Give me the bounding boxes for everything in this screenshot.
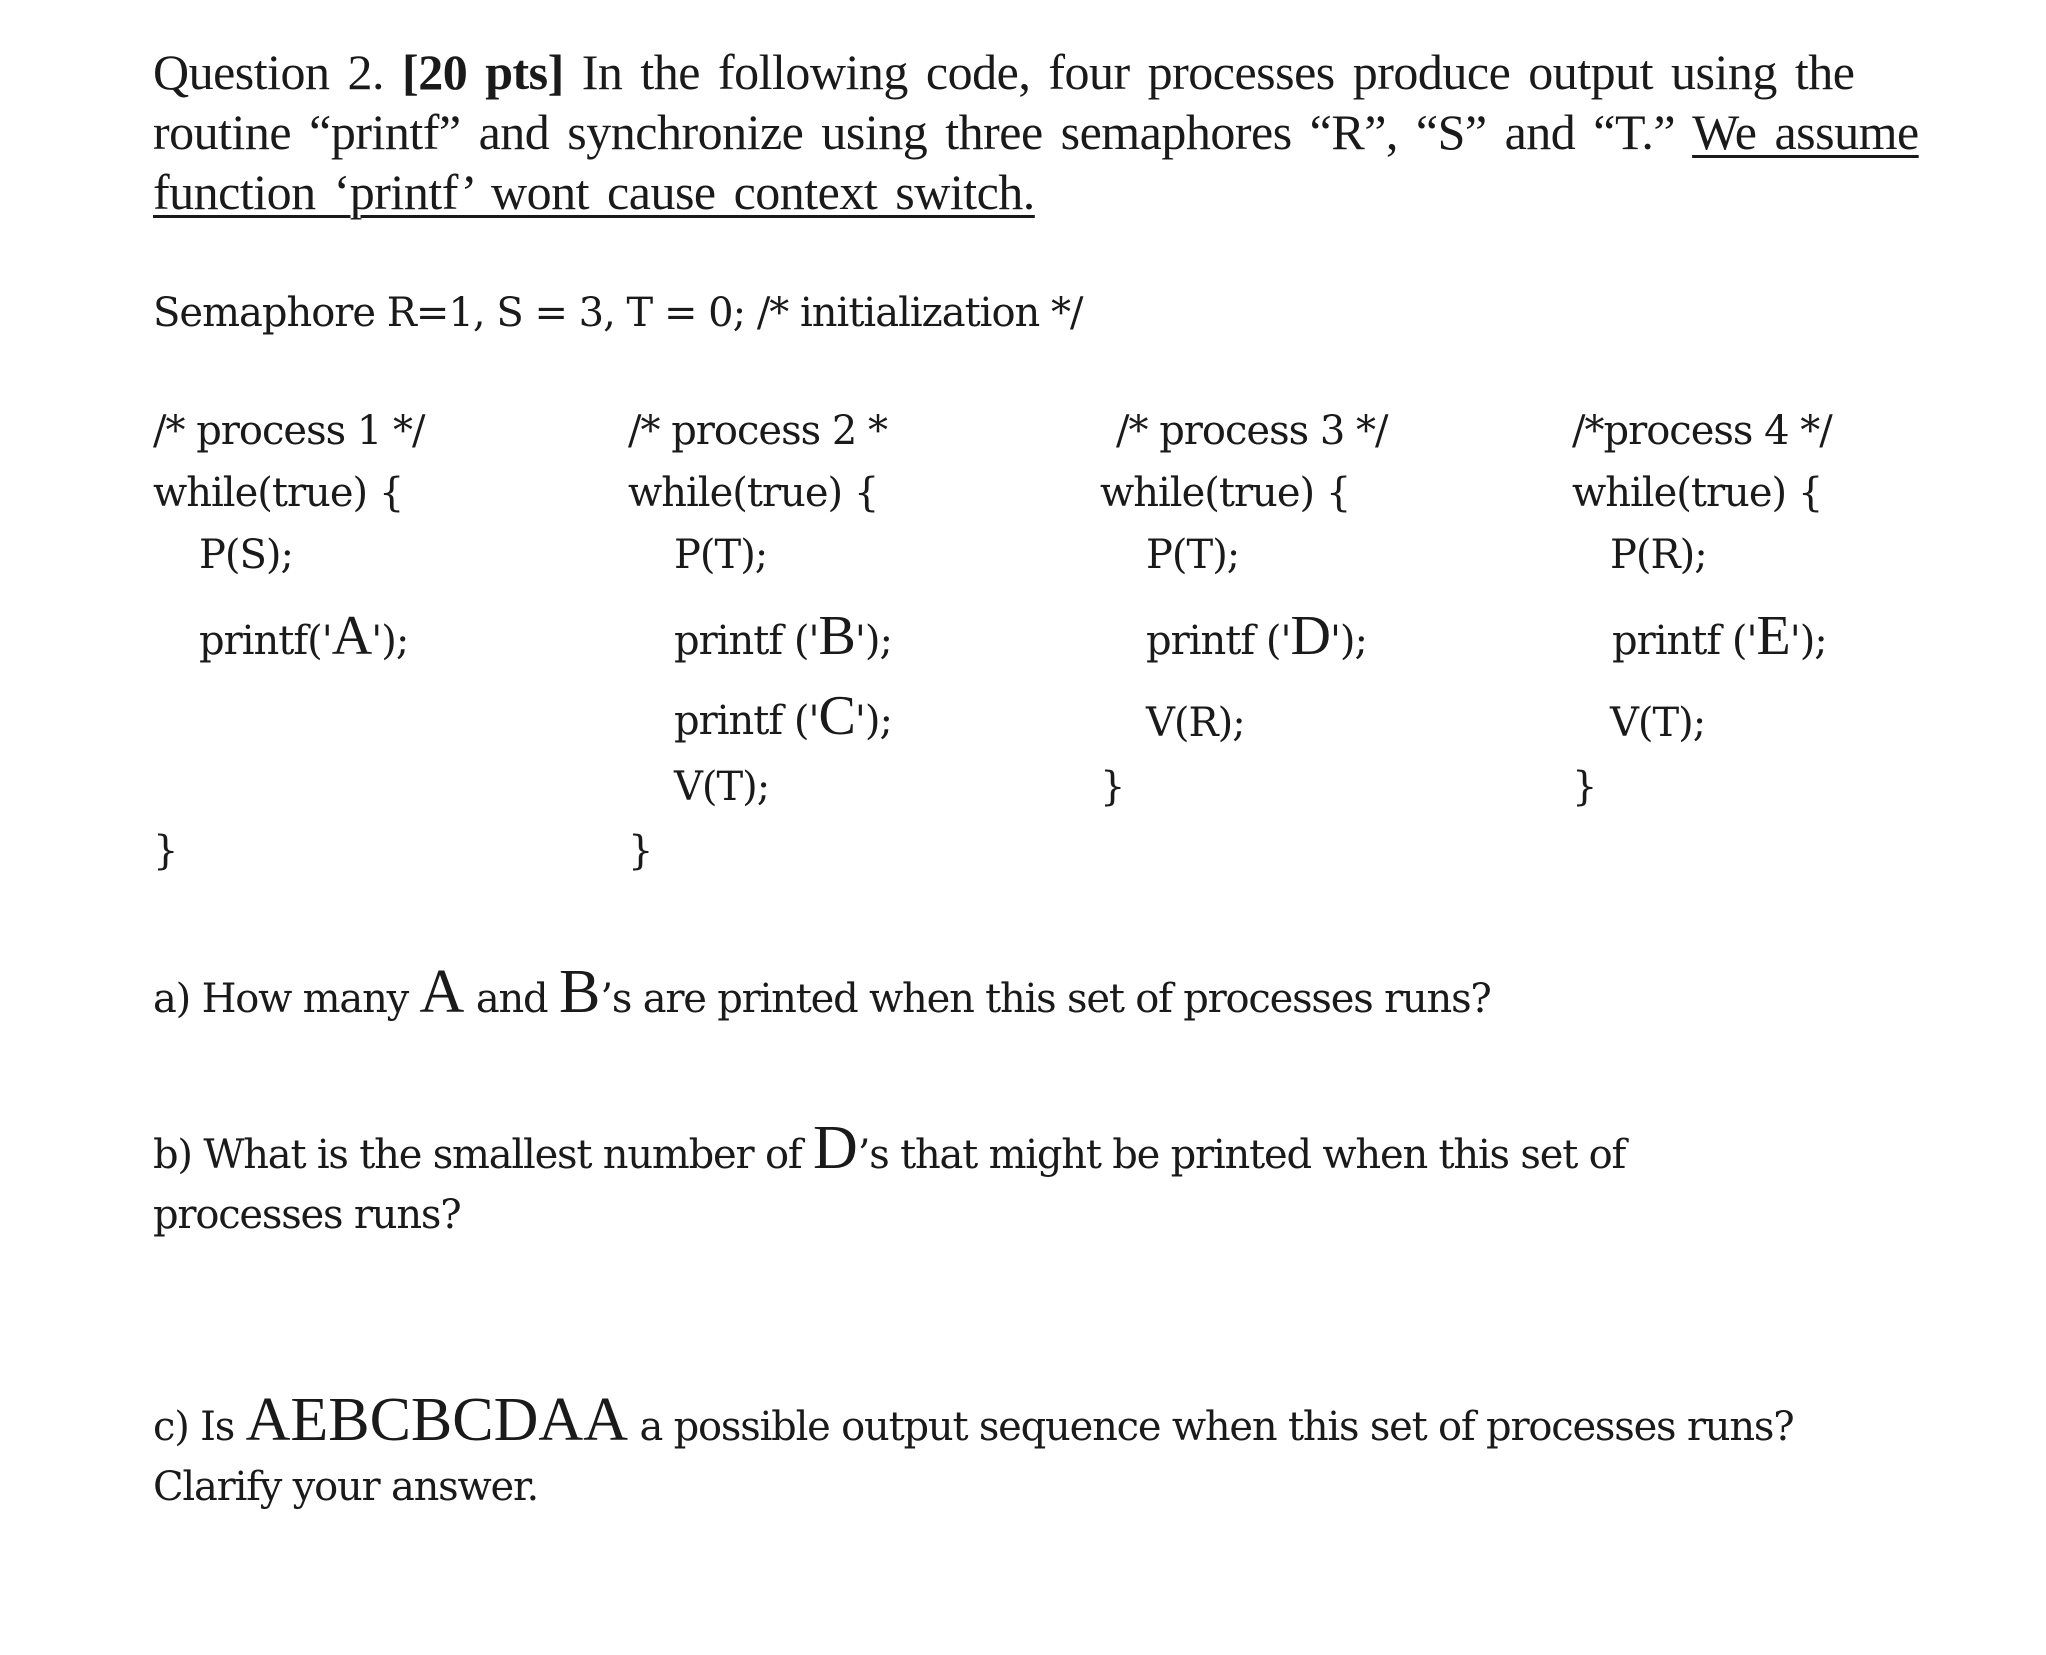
code-line: P(T);: [1146, 532, 1240, 578]
intro-line-1: [153, 42, 1983, 102]
assumption-text: function ‘printf’ wont cause context switch.: [153, 164, 1035, 220]
question-c: c) Is AEBCBCDAA a possible output sequence when this set of processes runs? Clarify your answer.: [153, 1386, 1794, 1510]
process-header: /* process 2 *: [628, 408, 888, 454]
code-line: V(R);: [1146, 700, 1245, 746]
intro-text: routine “printf” and synchronize using three semaphores “R”, “S” and “T.”: [153, 104, 1693, 160]
semaphore-initialization: Semaphore R=1, S = 3, T = 0; /* initialization */: [153, 290, 1083, 336]
loop-close: }: [1572, 764, 1597, 810]
code-line: printf('A');: [199, 605, 409, 667]
assumption-text: We assume: [1692, 104, 1919, 160]
loop-open: while(true) {: [153, 470, 404, 516]
process-header: /* process 1 */: [153, 408, 425, 454]
code-line: printf ('B');: [674, 605, 892, 667]
code-line: P(S);: [199, 532, 294, 578]
question-b: b) What is the smallest number of D’s that might be printed when this set of processes runs?: [153, 1114, 1626, 1238]
points-label: [20 pts]: [402, 44, 564, 100]
code-line: V(T);: [1610, 700, 1706, 746]
intro-text: In the following code, four processes produce output using the: [563, 44, 1855, 100]
loop-close: }: [153, 828, 178, 874]
intro-line-2: [153, 102, 1983, 162]
loop-open: while(true) {: [1572, 470, 1823, 516]
loop-close: }: [1100, 764, 1125, 810]
intro-line-3: [153, 162, 1983, 222]
code-line: V(T);: [674, 764, 770, 810]
loop-open: while(true) {: [1100, 470, 1351, 516]
question-intro: [153, 42, 1983, 222]
code-line: printf ('D');: [1146, 605, 1368, 667]
code-line: printf ('E');: [1612, 605, 1827, 667]
code-line: P(R);: [1610, 532, 1707, 578]
question-a: a) How many A and B’s are printed when this set of processes runs?: [153, 958, 1491, 1026]
process-header: /* process 3 */: [1116, 408, 1388, 454]
loop-close: }: [628, 828, 653, 874]
code-line: printf ('C');: [674, 685, 892, 747]
question-number: Question 2.: [153, 44, 403, 100]
code-line: P(T);: [674, 532, 768, 578]
loop-open: while(true) {: [628, 470, 879, 516]
process-header: /*process 4 */: [1572, 408, 1832, 454]
